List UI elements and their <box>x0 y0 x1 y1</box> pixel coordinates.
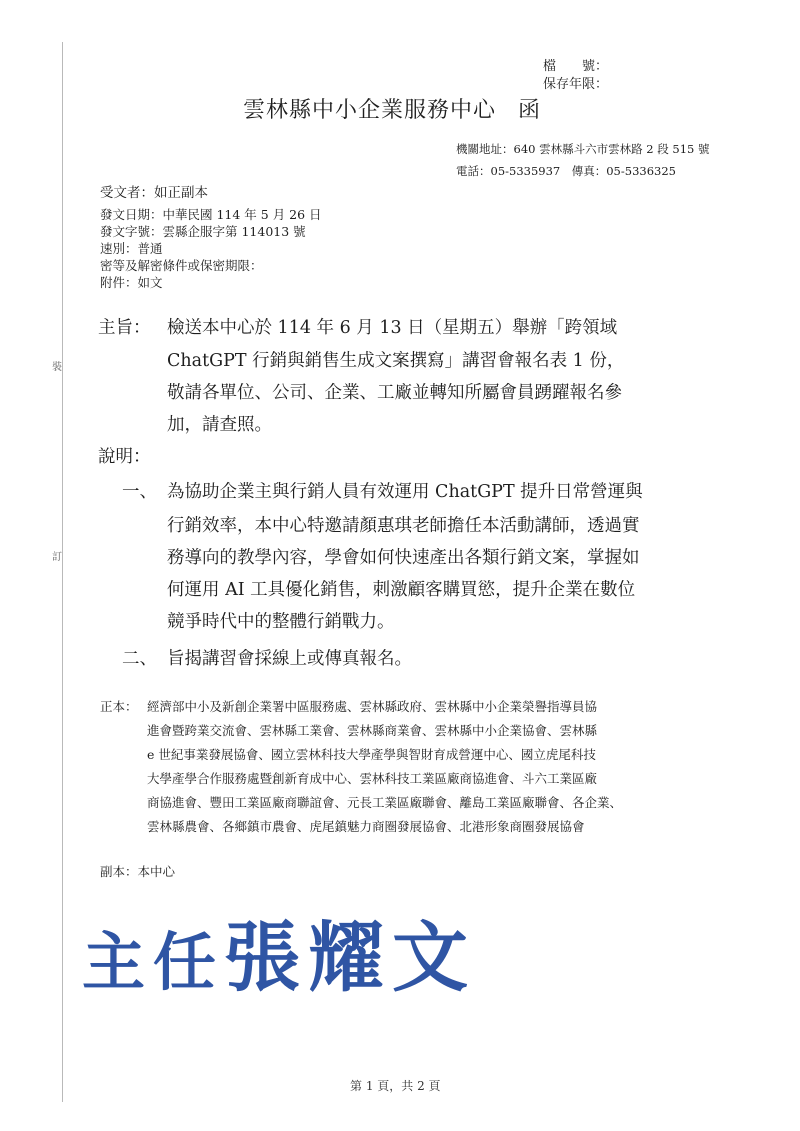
signature-title: 主任 <box>82 925 224 999</box>
subject-line: 敬請各單位、公司、企業、工廠並轉知所屬會員踴躍報名參 <box>167 383 622 403</box>
binding-line <box>62 42 63 1102</box>
primary-recipients-label: 正本： <box>100 699 138 714</box>
recipient-list-line: 商協進會、豐田工業區廠商聯誼會、元長工業區廠聯會、離島工業區廠聯會、各企業、 <box>147 795 623 810</box>
carbon-copy: 副本：本中心 <box>100 864 176 879</box>
subject-line: 加，請查照。 <box>167 415 272 435</box>
explanation-line: 競爭時代中的整體行銷戰力。 <box>167 612 395 632</box>
explanation-line: 何運用 AI 工具優化銷售，刺激顧客購買慾，提升企業在數位 <box>167 580 636 600</box>
subject-line: ChatGPT 行銷與銷售生成文案撰寫」講習會報名表 1 份， <box>167 351 625 371</box>
archive-number-label: 檔 號： <box>543 59 609 74</box>
classification: 密等及解密條件或保密期限： <box>100 258 263 273</box>
recipient-list-line: 經濟部中小及新創企業署中區服務處、雲林縣政府、雲林縣中小企業榮譽指導員協 <box>147 699 598 714</box>
page-number: 第 1 頁，共 2 頁 <box>350 1079 441 1093</box>
document-title <box>243 93 541 124</box>
agency-contact: 電話：05-5335937 傳真：05-5336325 <box>456 164 676 178</box>
speed-class: 速別：普通 <box>100 241 163 256</box>
subject-line: 檢送本中心於 114 年 6 月 13 日（星期五）舉辦「跨領域 <box>167 318 618 338</box>
explanation-line: 務導向的教學內容，學會如何快速產出各類行銷文案，掌握如 <box>167 548 640 568</box>
signature-name: 張耀文 <box>224 913 476 1002</box>
binding-mark-bottom: 訂 <box>52 552 62 563</box>
recipient-list-line: 大學產學合作服務處暨創新育成中心、雲林科技工業區廠商協進會、斗六工業區廠 <box>147 771 598 786</box>
recipient-line: 受文者：如正副本 <box>100 185 208 201</box>
explanation-label: 說明： <box>98 447 151 467</box>
attachment: 附件：如文 <box>100 275 163 290</box>
organization-name: 雲林縣中小企業服務中心 <box>243 98 497 123</box>
document-type: 函 <box>518 98 542 123</box>
recipient-list-line: 進會暨跨業交流會、雲林縣工業會、雲林縣商業會、雲林縣中小企業協會、雲林縣 <box>147 723 598 738</box>
recipient-list-line: 雲林縣農會、各鄉鎮市農會、虎尾鎮魅力商圈發展協會、北港形象商圈發展協會 <box>147 819 585 834</box>
agency-address: 機關地址：640 雲林縣斗六市雲林路 2 段 515 號 <box>456 142 710 156</box>
retention-period-label: 保存年限： <box>543 77 609 92</box>
reference-number: 發文字號：雲縣企服字第 114013 號 <box>100 224 306 239</box>
explanation-line: 為協助企業主與行銷人員有效運用 ChatGPT 提升日常營運與 <box>167 482 643 502</box>
binding-mark-top: 裝 <box>52 362 62 373</box>
item-number: 一、 <box>122 482 157 502</box>
recipient-list-line: e 世紀事業發展協會、國立雲林科技大學產學與智財育成營運中心、國立虎尾科技 <box>147 747 596 762</box>
director-signature-stamp <box>82 913 476 1002</box>
explanation-line: 行銷效率，本中心特邀請顏惠琪老師擔任本活動講師，透過實 <box>167 516 640 536</box>
subject-label: 主旨： <box>98 318 151 338</box>
issue-date: 發文日期：中華民國 114 年 5 月 26 日 <box>100 207 322 222</box>
explanation-line: 旨揭講習會採線上或傳真報名。 <box>167 649 412 669</box>
item-number: 二、 <box>122 649 157 669</box>
